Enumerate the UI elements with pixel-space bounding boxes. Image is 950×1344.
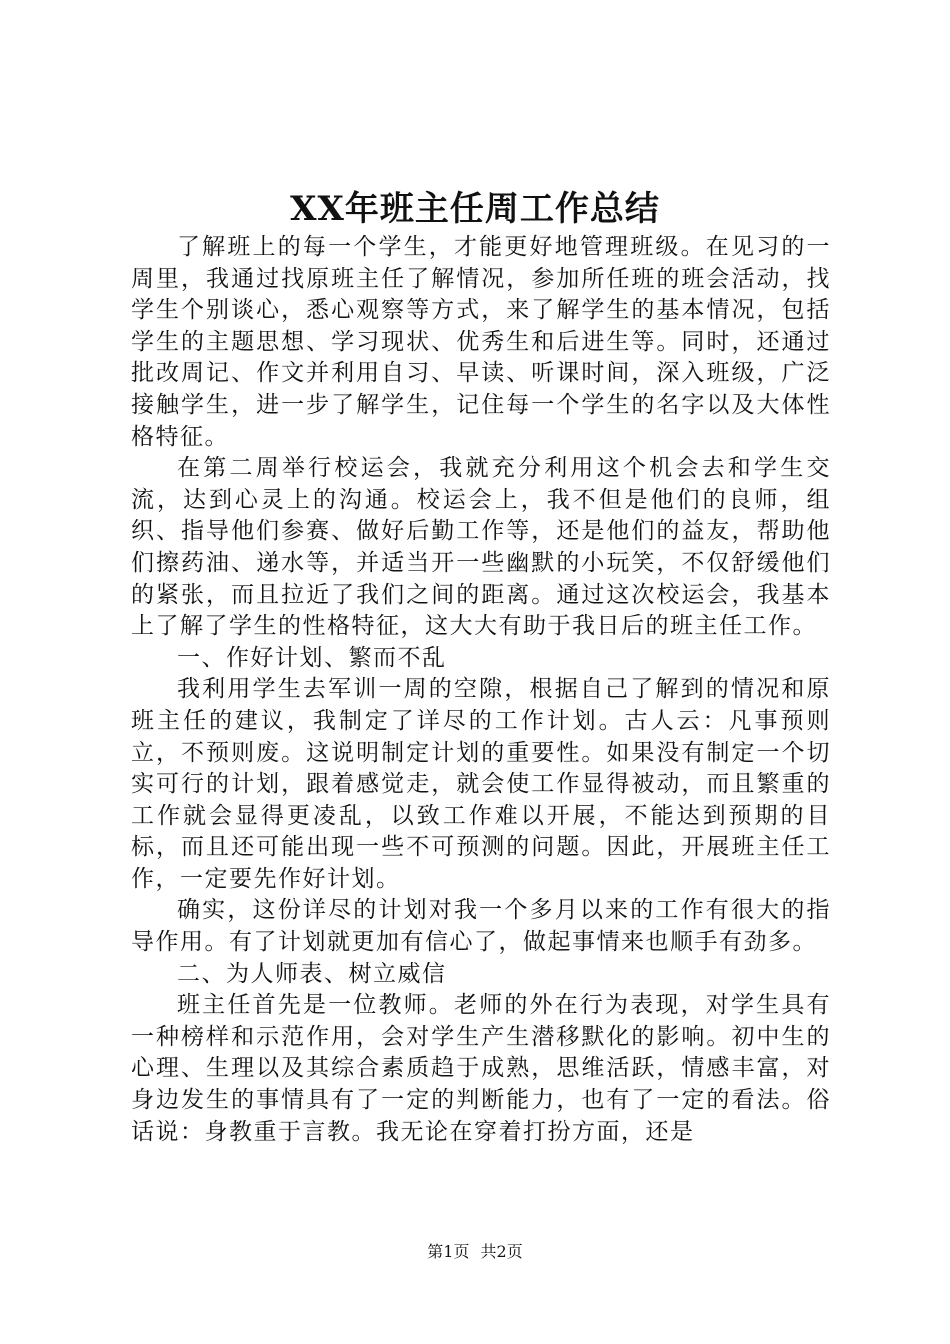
page-total: 共2页 [480,1242,523,1261]
paragraph: 在第二周举行校运会，我就充分利用这个机会去和学生交流，达到心灵上的沟通。校运会上，我不但是他们的良师，组织、指导他们参赛、做好后勤工作等，还是他们的益友，帮助他们擦药油、递水等，并适当开一些幽默的小玩笑，不仅舒缓他们的紧张，而且拉近了我们之间的距离。通过这次校运会，我基本上了解了学生的性格特征，这大大有助于我日后的班主任工作。 [131,455,831,640]
paragraph: 班主任首先是一位教师。老师的外在行为表现，对学生具有一种榜样和示范作用，会对学生产生潜移默化的影响。初中生的心理、生理以及其综合素质趋于成熟，思维活跃，情感丰富，对身边发生的事情具有了一定的判断能力，也有了一定的看法。俗话说：身教重于言教。我无论在穿着打扮方面，还是 [131,992,831,1145]
paragraph: 确实，这份详尽的计划对我一个多月以来的工作有很大的指导作用。有了计划就更加有信心了，做起事情来也顺手有劲多。 [131,897,831,956]
page-footer [0,1241,950,1263]
document-title: XX年班主任周工作总结 [290,189,660,229]
paragraph: 了解班上的每一个学生，才能更好地管理班级。在见习的一周里，我通过找原班主任了解情况，参加所任班的班会活动，找学生个别谈心，悉心观察等方式，来了解学生的基本情况，包括学生的主题思想、学习现状、优秀生和后进生等。同时，还通过批改周记、作文并利用自习、早读、听课时间，深入班级，广泛接触学生，进一步了解学生，记住每一个学生的名字以及大体性格特征。 [131,234,831,450]
document-body [131,232,831,1148]
page-number: 第1页 [427,1242,470,1261]
paragraph: 我利用学生去军训一周的空隙，根据自己了解到的情况和原班主任的建议，我制定了详尽的工作计划。古人云：凡事预则立，不预则废。这说明制定计划的重要性。如果没有制定一个切实可行的计划，跟着感觉走，就会使工作显得被动，而且繁重的工作就会显得更凌乱，以致工作难以开展，不能达到预期的目标，而且还可能出现一些不可预测的问题。因此，开展班主任工作，一定要先作好计划。 [131,676,831,892]
section-heading: 一、作好计划、繁而不乱 [177,644,447,671]
section-heading: 二、为人师表、树立威信 [177,960,447,987]
